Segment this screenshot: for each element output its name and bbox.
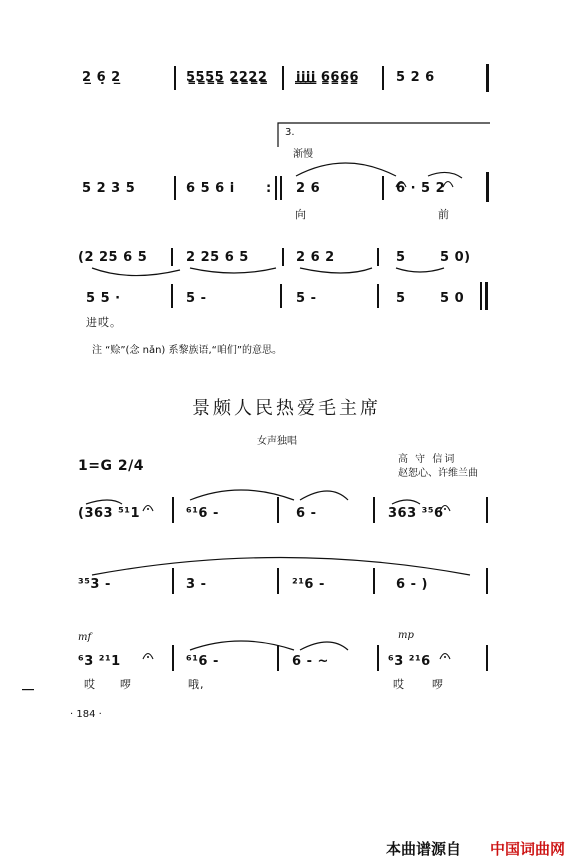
s3-lower-measure-5: 5 0 xyxy=(440,291,465,306)
source-label: 本曲谱源自 xyxy=(386,840,462,858)
fermata-dot xyxy=(147,508,149,510)
s6-measure-1: ⁶3 ²¹1 xyxy=(78,654,121,669)
fermata-dot xyxy=(444,656,446,658)
page-number: · 184 · xyxy=(70,709,102,720)
footnote: 注 “赊”(念 nǎn) 系黎族语,“咱们”的意思。 xyxy=(92,345,283,356)
s3-lower-measure-4: 5 xyxy=(396,291,406,306)
repeat-sign: : xyxy=(266,181,272,196)
s4-measure-1: (363 ⁵¹1 xyxy=(78,506,141,521)
lyric: 向 xyxy=(295,208,307,221)
s2-measure-4: 6 · 5 2 xyxy=(396,181,446,196)
composer: 赵恕心、许维兰曲 xyxy=(398,468,478,479)
fermata-dot xyxy=(444,508,446,510)
fermata-dot xyxy=(147,656,149,658)
s1-measure-1: 2̲ 6̣ 2̲ xyxy=(82,70,121,85)
volta-number: 3. xyxy=(285,127,295,138)
tie xyxy=(190,490,294,500)
s4-measure-2: ⁶¹6 - xyxy=(186,506,219,521)
lyricist: 高 守 信词 xyxy=(398,454,457,465)
volta-bracket xyxy=(278,123,490,147)
tie xyxy=(92,558,470,576)
key-signature: 1=G 2/4 xyxy=(78,458,144,474)
s3-lower-measure-2: 5 - xyxy=(186,291,207,306)
lyric: 哎 xyxy=(84,678,96,691)
s6-measure-4: ⁶3 ²¹6 xyxy=(388,654,431,669)
tie xyxy=(300,642,348,650)
tie xyxy=(300,491,348,500)
s3-upper-measure-4: 5 xyxy=(396,250,406,265)
lyric: 哦, xyxy=(188,678,205,691)
fermata xyxy=(396,182,406,188)
lyric: 哎 xyxy=(393,678,405,691)
source-site: 中国词曲网 xyxy=(490,840,566,858)
lyric: 啰 xyxy=(120,678,132,691)
tie xyxy=(92,268,180,276)
s4-measure-4: 363 ³⁵6 xyxy=(388,506,444,521)
s5-measure-4: 6 - ) xyxy=(396,577,428,592)
s1-measure-4: 5 2 6 xyxy=(396,70,435,85)
margin-mark xyxy=(22,689,34,690)
s6-measure-2: ⁶¹6 - xyxy=(186,654,219,669)
s2-measure-3: 2 6 xyxy=(296,181,321,196)
s2-measure-2: 6 5 6 i xyxy=(186,181,235,196)
lyric: 进哎。 xyxy=(86,316,122,329)
tie xyxy=(396,268,444,272)
tempo-mark: 渐慢 xyxy=(293,149,313,160)
tie xyxy=(190,268,276,273)
tie xyxy=(300,268,372,273)
tie xyxy=(190,641,294,650)
lyric: 前 xyxy=(438,208,450,221)
s3-upper-measure-2: 2 25 6 5 xyxy=(186,250,249,265)
dynamic-mp: mp xyxy=(398,630,414,641)
song-subtitle: 女声独唱 xyxy=(257,436,297,447)
s6-measure-3: 6 - ~ xyxy=(292,654,329,669)
slur xyxy=(296,163,396,176)
s3-upper-measure-3: 2 6 2 xyxy=(296,250,335,265)
tie xyxy=(392,500,420,504)
tie xyxy=(86,500,122,504)
fermata xyxy=(443,182,453,188)
s2-measure-1: 5 2 3 5 xyxy=(82,181,136,196)
s5-measure-1: ³⁵3 - xyxy=(78,577,111,592)
s3-lower-measure-1: 5 5 · xyxy=(86,291,121,306)
s4-measure-3: 6 - xyxy=(296,506,317,521)
s3-lower-measure-3: 5 - xyxy=(296,291,317,306)
s1-measure-2: 5̳5̳5̳5̳ 2̳2̳2̳2̳ xyxy=(186,70,268,85)
s3-upper-measure-1: (2 25 6 5 xyxy=(78,250,148,265)
song-title: 景颇人民热爱毛主席 xyxy=(192,398,381,419)
s5-measure-2: 3 - xyxy=(186,577,207,592)
s5-measure-3: ²¹6 - xyxy=(292,577,325,592)
dynamic-mf: mf xyxy=(78,632,92,643)
s3-upper-measure-5: 5 0) xyxy=(440,250,471,265)
slur xyxy=(428,172,462,178)
lyric: 啰 xyxy=(432,678,444,691)
s1-measure-3: i̳i̳i̳i̳ 6̳6̳6̳6̳ xyxy=(296,70,360,85)
